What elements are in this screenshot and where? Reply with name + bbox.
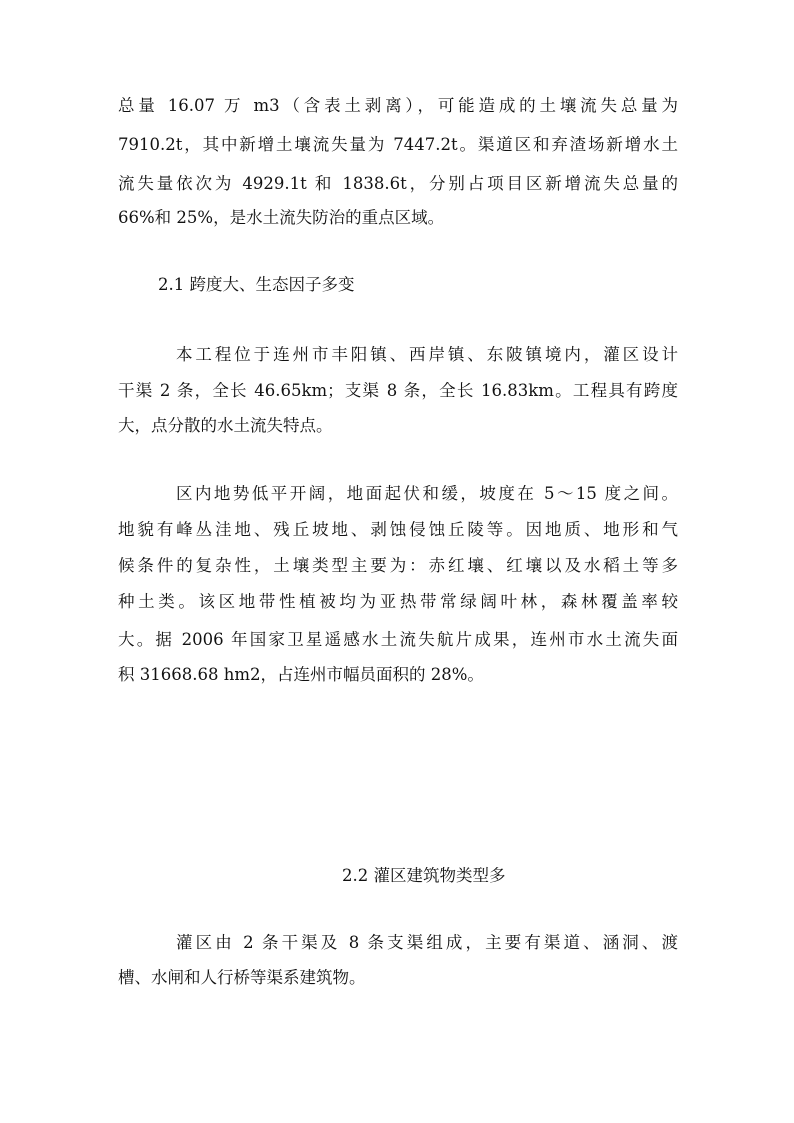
body-text-line: 积 31668.68 hm2，占连州市幅员面积的 28%。 (118, 665, 484, 684)
body-text-line: 总量 16.07 万 m3（含表土剥离），可能造成的土壤流失总量为 (118, 96, 678, 115)
body-text-line: 种土类。该区地带性植被均为亚热带常绿阔叶林，森林覆盖率较 (118, 592, 678, 611)
body-text-line: 区内地势低平开阔，地面起伏和缓，坡度在 5～15 度之间。 (176, 484, 678, 503)
body-text-line: 大。据 2006 年国家卫星遥感水土流失航片成果，连州市水土流失面 (118, 630, 678, 649)
body-text-line: 灌区由 2 条干渠及 8 条支渠组成，主要有渠道、涵洞、渡 (176, 933, 678, 952)
body-text-line: 大，点分散的水土流失特点。 (118, 416, 333, 435)
body-text-line: 地貌有峰丛洼地、残丘坡地、剥蚀侵蚀丘陵等。因地质、地形和气 (118, 520, 678, 539)
body-text-line: 干渠 2 条，全长 46.65km；支渠 8 条，全长 16.83km。工程具有跨度 (118, 381, 678, 400)
body-text-line: 候条件的复杂性，土壤类型主要为：赤红壤、红壤以及水稻土等多 (118, 556, 678, 575)
body-text-line: 66%和 25%，是水土流失防治的重点区域。 (118, 208, 445, 227)
body-text-line: 7910.2t，其中新增土壤流失量为 7447.2t。渠道区和弃渣场新增水土 (118, 135, 678, 154)
body-text-line: 流失量依次为 4929.1t 和 1838.6t，分别占项目区新增流失总量的 (118, 174, 678, 193)
body-text-line: 槽、水闸和人行桥等渠系建筑物。 (118, 968, 366, 987)
body-text-line: 本工程位于连州市丰阳镇、西岸镇、东陂镇境内，灌区设计 (176, 345, 678, 364)
section-heading-2-2: 2.2 灌区建筑物类型多 (342, 866, 506, 885)
section-heading-2-1: 2.1 跨度大、生态因子多变 (158, 275, 355, 294)
